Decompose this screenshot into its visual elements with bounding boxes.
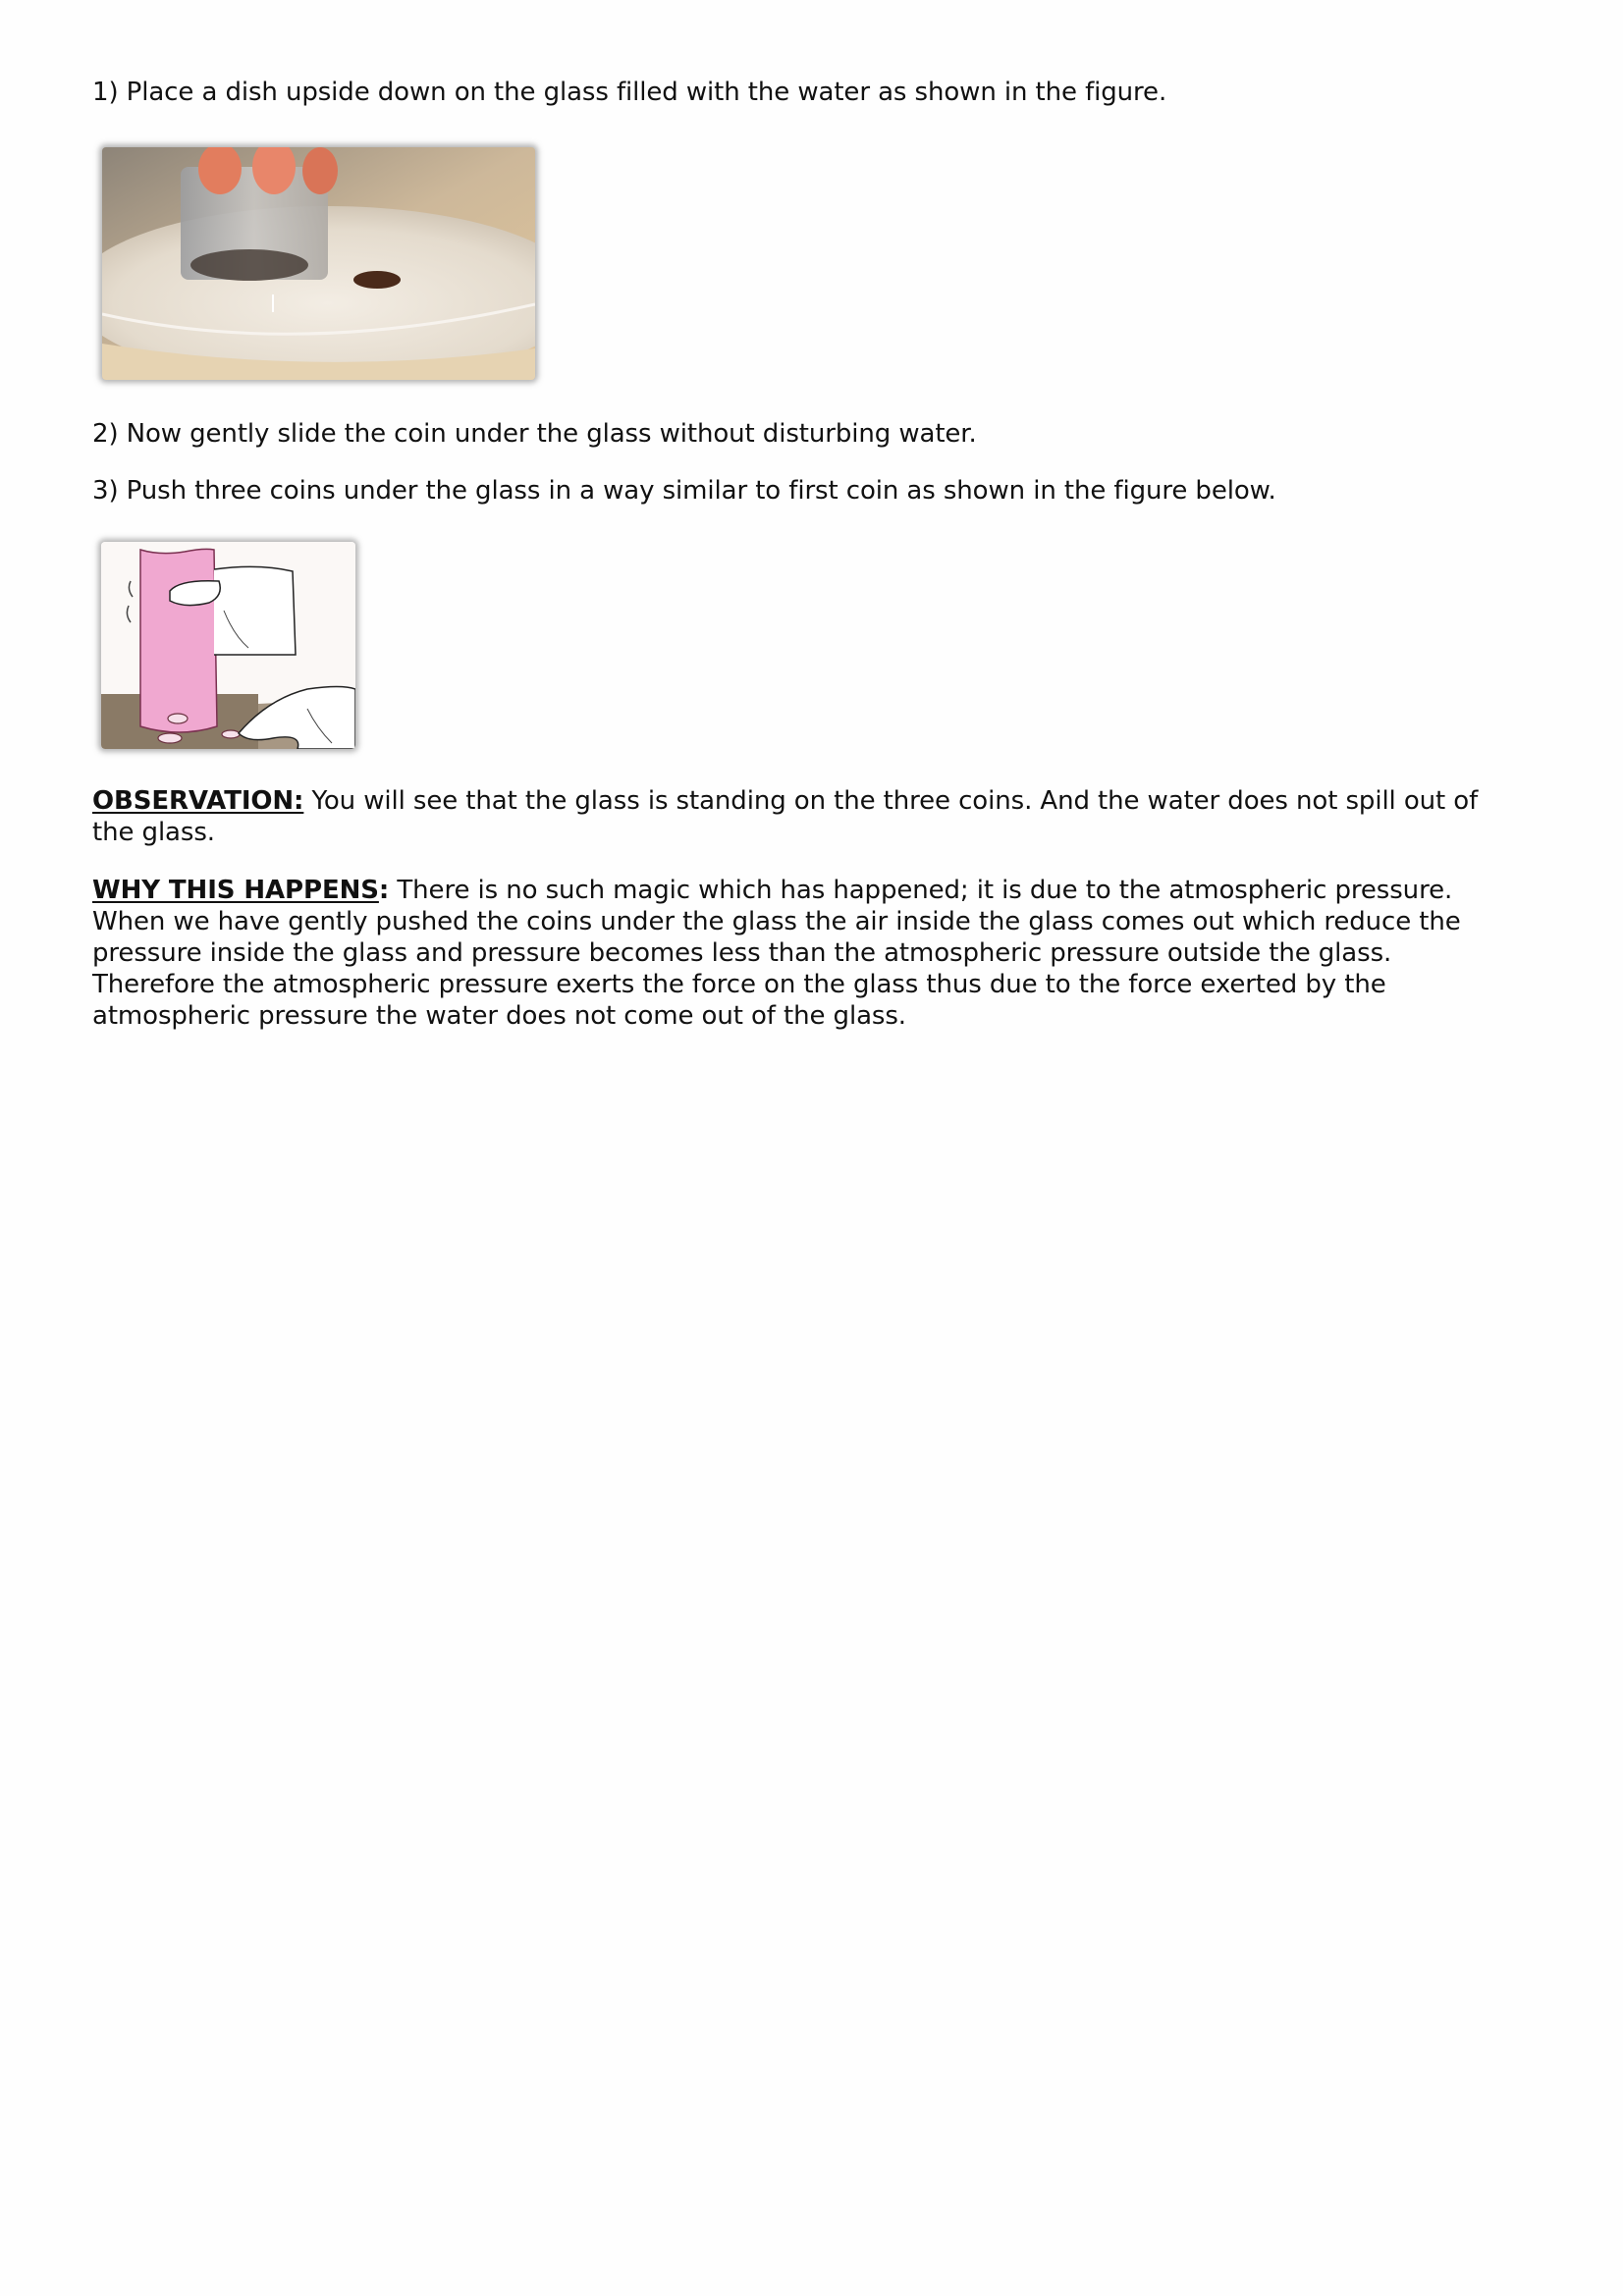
step-3-text: 3) Push three coins under the glass in a way similar to first coin as shown in the figure below. bbox=[92, 476, 1276, 506]
why-paragraph bbox=[92, 875, 1555, 1032]
why-line-5: atmospheric pressure the water does not come out of the glass. bbox=[92, 1001, 906, 1031]
why-line-4: Therefore the atmospheric pressure exerts the force on the glass thus due to the force exerted by the bbox=[92, 970, 1386, 999]
figure-glass-coins-illustration bbox=[101, 542, 355, 749]
observation-line-2: the glass. bbox=[92, 818, 215, 847]
observation-label: OBSERVATION: bbox=[92, 786, 304, 816]
why-text-1: There is no such magic which has happened; it is due to the atmospheric pressure. bbox=[389, 876, 1453, 905]
step-1-text: 1) Place a dish upside down on the glass filled with the water as shown in the figure. bbox=[92, 78, 1167, 107]
glass-on-dish-photo-icon bbox=[102, 147, 535, 380]
observation-line-1 bbox=[92, 785, 1555, 817]
pink-glass-on-coins-illustration-icon bbox=[101, 542, 355, 749]
observation-paragraph bbox=[92, 785, 1555, 848]
why-line-2: When we have gently pushed the coins under the glass the air inside the glass comes out which reduce the bbox=[92, 907, 1461, 936]
step-2-text: 2) Now gently slide the coin under the glass without disturbing water. bbox=[92, 419, 977, 449]
why-colon: : bbox=[378, 876, 390, 905]
why-line-1 bbox=[92, 875, 1555, 906]
why-line-3: pressure inside the glass and pressure becomes less than the atmospheric pressure outside the glass. bbox=[92, 938, 1392, 968]
why-label: WHY THIS HAPPENS bbox=[92, 876, 379, 905]
observation-text-1: You will see that the glass is standing on the three coins. And the water does not spill out of bbox=[303, 786, 1479, 816]
figure-dish-photo bbox=[102, 147, 535, 380]
